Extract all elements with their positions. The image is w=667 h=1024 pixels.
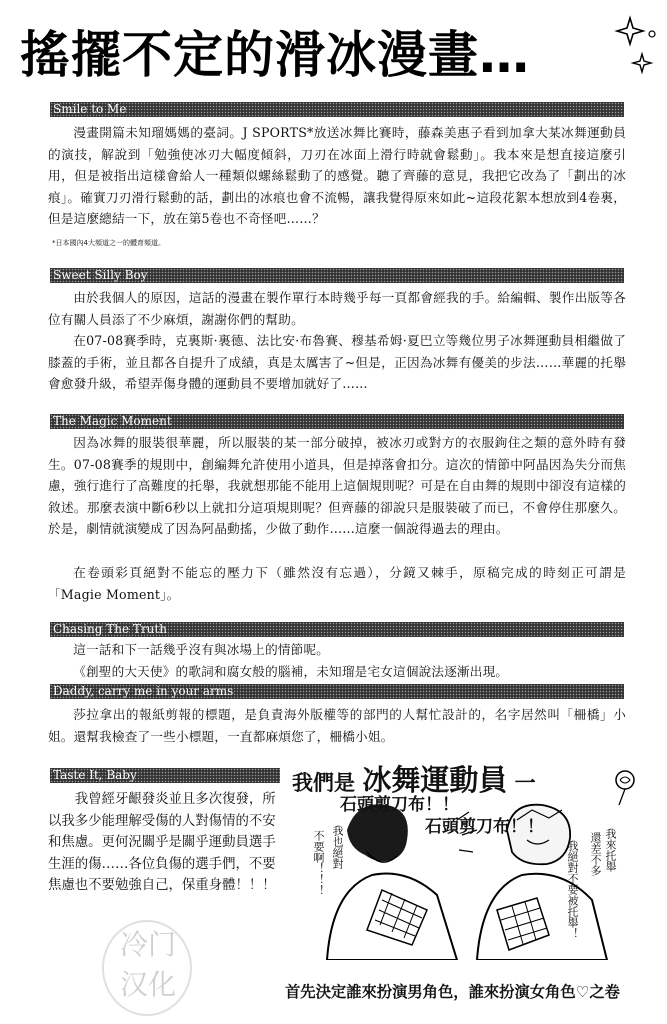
section-paragraph: 我曾經牙齦發炎並且多次復發，所以我多少能理解受傷的人對傷情的不安和焦慮。更何況關乎是關乎運動員選手生涯的傷……各位負傷的選手們，不要焦慮也不要勉強自己，保重身體！！！ [48, 792, 276, 893]
section-paragraph: 在卷頭彩頁絕對不能忘的壓力下（雖然沒有忘過），分鏡又棘手，原稿完成的時刻正可謂是「Magie Moment」。 [48, 565, 626, 602]
right-bubble-line-1: 我來托舉 [604, 828, 617, 872]
section-paragraph: 在07-08賽季時，克裏斯·裏德、法比安·布魯賽、穆基希姆·夏巴立等幾位男子冰舞運動員相繼做了膝蓋的手術，並且都各自提升了成績，真是太厲害了~但是，正因為冰舞有優美的步法……華麗的托舉會愈發升級，希望弄傷身體的運動員不要增加就好了…… [48, 333, 626, 391]
page-title: 搖擺不定的滑冰漫畫… [20, 26, 530, 84]
section-paragraph: 漫畫開篇未知瑠媽媽的臺詞。J SPORTS*放送冰舞比賽時，藤森美惠子看到加拿大某冰舞運動員的演技，解說到「勉強使冰刃大幅度傾斜，刀刃在冰面上滑行時就會鬆動」。我本來是想直接這麼引用，但是被指出這樣會給人一種類似螺絲鬆動了的感覺。聽了齊藤的意見，我把它改為了「劃出的冰痕」。確實刀刃滑行鬆動的話，劃出的冰痕也會不流暢，讓我覺得原來如此~這段花絮本想放到4卷裏，但是這麼總結一下，放在第5卷也不奇怪吧……？ [48, 125, 626, 226]
illustration-caption: 首先決定誰來扮演男角色，誰來扮演女角色♡之卷 [285, 983, 620, 1001]
illustration-prefix: 我們是 [292, 771, 355, 795]
section-header-the-magic-moment: The Magic Moment [50, 414, 624, 429]
right-bubble-line-2: 還差不多 [589, 832, 602, 876]
illustration-suffix: 一 [514, 771, 536, 795]
section-header-chasing-the-truth: Chasing The Truth [50, 622, 624, 637]
section-paragraph: 因為冰舞的服裝很華麗，所以服裝的某一部分破掉，被冰刃或對方的衣服鉤住之類的意外時有發生。07-08賽季的規則中，創編舞允許使用小道具，但是掉落會扣分。這次的情節中阿晶因為失分而焦慮，強行進行了高難度的托舉，我就想那能不能用上這個規則呢？可是在自由舞的規則中卻沒有這樣的敘述。那麼表演中斷6秒以上就扣分這項規則呢？但齊藤的卻說只是服裝破了而已，不會停住那麼久。於是，劇情就演變成了因為阿晶動搖，少做了動作……這麼一個說得過去的理由。 [48, 435, 626, 536]
section-header-taste-it-baby: Taste It, Baby [50, 768, 280, 783]
section-header-smile-to-me: Smile to Me [50, 102, 624, 117]
shout-rock-paper-scissors-2: 石頭剪刀布！！ [425, 817, 544, 837]
section-header-sweet-silly-boy: Sweet Silly Boy [50, 268, 624, 283]
left-bubble-line-2: 我也絕對 [331, 825, 344, 869]
illustration-main: 冰舞運動員 [362, 763, 508, 797]
right-bubble-line-3: 我絕對不要被托舉！ [566, 840, 579, 939]
section-paragraph: 這一話和下一話幾乎沒有與冰場上的情節呢。 [73, 642, 330, 657]
section-header-daddy-carry-me: Daddy, carry me in your arms [50, 684, 624, 699]
left-bubble-line-1: 不要啊！！！ [312, 830, 325, 896]
scanlation-stamp [108, 925, 188, 1010]
section-paragraph: 《創聖的大天使》的歌詞和腐女般的腦補，未知瑠是宅女這個說法逐漸出現。 [73, 664, 509, 679]
stamp-line-2: 汉化 [119, 968, 176, 1001]
section-paragraph: 由於我個人的原因，這話的漫畫在製作單行本時幾乎每一頁都會經我的手。給編輯、製作出版等各位有關人員添了不少麻煩，謝謝你們的幫助。 [48, 290, 626, 327]
section-paragraph: 莎拉拿出的報紙剪報的標題，是負責海外版權等的部門的人幫忙設計的，名字居然叫「柵橋」小姐。還幫我檢查了一些小標題，一直都麻煩您了，柵橋小姐。 [48, 707, 626, 744]
shout-rock-paper-scissors-1: 石頭剪刀布！！ [340, 795, 459, 815]
stamp-line-1: 冷门 [119, 928, 176, 961]
footnote: *日本國內4大頻道之一的體育頻道。 [52, 239, 165, 247]
sparkle-icon [560, 10, 660, 90]
